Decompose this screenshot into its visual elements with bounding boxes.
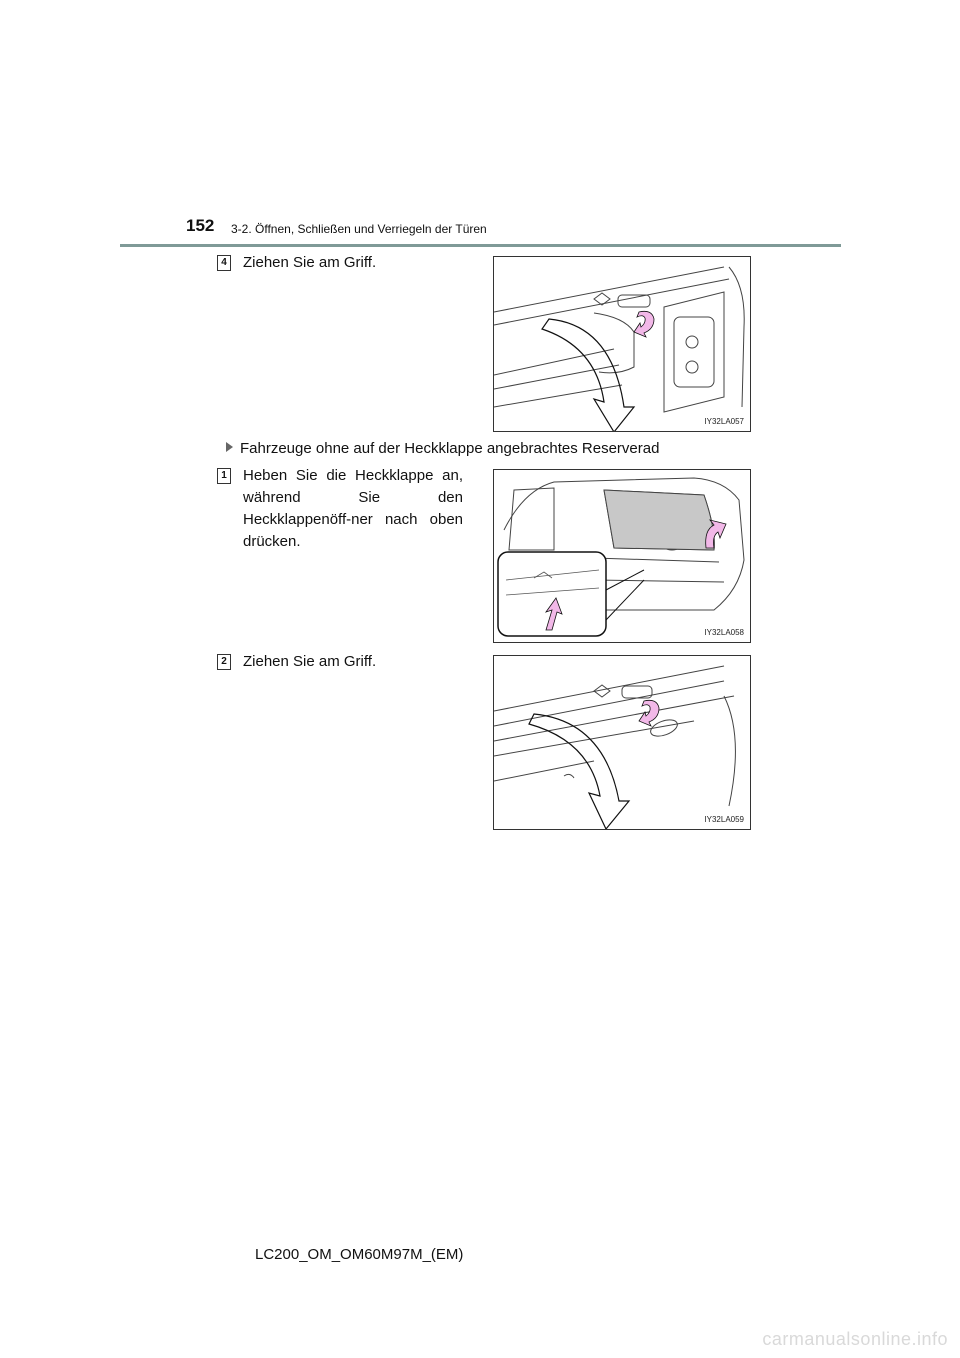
page-number: 152 xyxy=(186,216,215,235)
tailgate-lift-illustration xyxy=(494,470,750,642)
watermark: carmanualsonline.info xyxy=(762,1329,948,1349)
figure-code: IY32LA059 xyxy=(704,815,744,824)
figure-lift-tailgate xyxy=(493,469,751,643)
step-text-4: Ziehen Sie am Griff. xyxy=(243,254,377,271)
step-badge-4: 4 xyxy=(217,255,231,271)
vehicle-condition-line xyxy=(226,440,659,457)
triangle-bullet-icon xyxy=(226,442,233,452)
figure-code: IY32LA057 xyxy=(704,417,744,426)
figure-pull-handle xyxy=(493,655,751,830)
tailgate-handle-illustration-2 xyxy=(494,656,750,829)
step-text-2: Ziehen Sie am Griff. xyxy=(243,653,377,670)
vehicle-condition-text: Fahrzeuge ohne auf der Heckklappe angebrachtes Reserverad xyxy=(240,440,660,457)
figure-pull-handle-with-spare xyxy=(493,256,751,432)
header-rule xyxy=(120,244,841,247)
step-badge-2: 2 xyxy=(217,654,231,670)
step-text-1: Heben Sie die Heckklappe an, während Sie den Heckklappenöff-ner nach oben drücken. xyxy=(243,467,463,550)
step-badge-1: 1 xyxy=(217,468,231,484)
section-title: 3-2. Öffnen, Schließen und Verriegeln der Türen xyxy=(231,222,487,236)
figure-code: IY32LA058 xyxy=(704,628,744,637)
tailgate-handle-illustration xyxy=(494,257,750,431)
document-code: LC200_OM_OM60M97M_(EM) xyxy=(255,1246,464,1263)
